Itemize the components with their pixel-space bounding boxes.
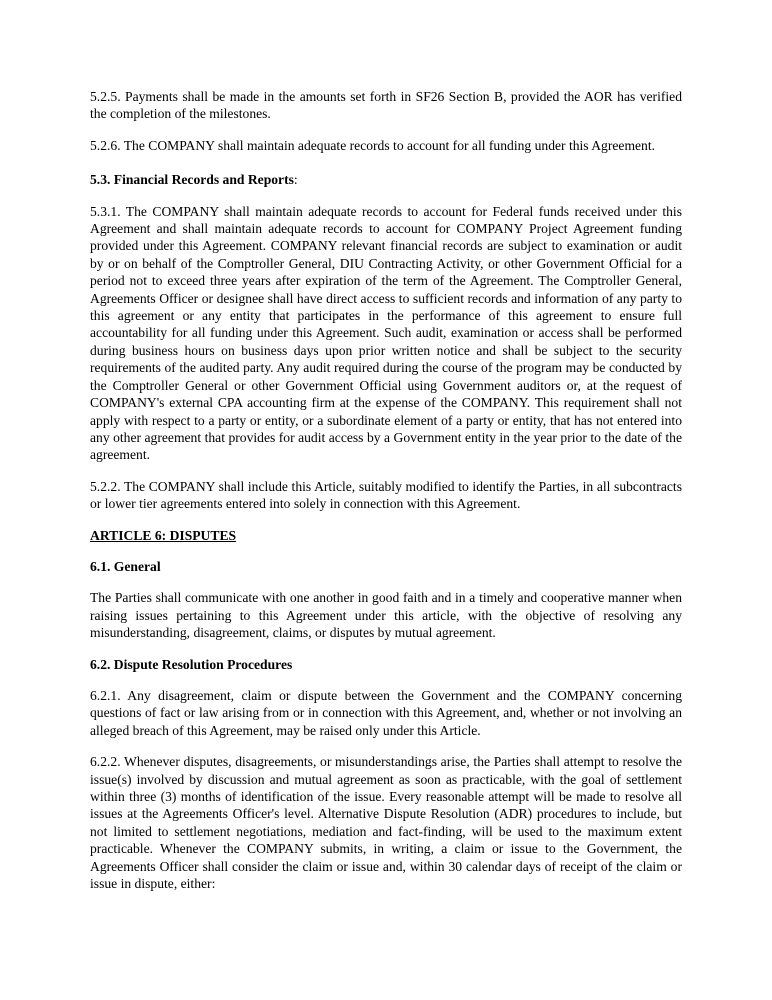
clause-5-2-6: 5.2.6. The COMPANY shall maintain adequate records to account for all funding under this Agreement.	[90, 137, 656, 153]
clause-6-1-body: The Parties shall communicate with one another in good faith and in a timely and cooperative manner when raising issues pertaining to this Agreement under this article, with the objective of resolving any misunderstanding, disagreement, claims, or disputes by mutual agreement.	[90, 590, 682, 641]
heading-6-1-general: 6.1. General	[90, 558, 161, 574]
heading-5-3-text: 5.3. Financial Records and Reports	[90, 172, 294, 188]
clause-5-3-1: 5.3.1. The COMPANY shall maintain adequate records to account for Federal funds received under this Agreement and shall maintain adequate records to account for COMPANY Project Agreement funding provided under this Agreement. COMPANY relevant financial records are subject to examination or audit by or on behalf of the Comptroller General, DIU Contracting Activity, or other Government Official for a period not to exceed three years after expiration of the term of the Agreement. The Comptroller General, Agreements Officer or designee shall have direct access to sufficient records and information of any party to this agreement or any entity that participates in the performance of this agreement to ensure full accountability for all funding under this Agreement. Such audit, examination or access shall be performed during business hours on business days upon prior written notice and shall be subject to the security requirements of the audited party. Any audit required during the course of the program may be conducted by the Comptroller General or other Government Official using Government auditors or, at the request of COMPANY's external CPA accounting firm at the expense of the COMPANY. This requirement shall not apply with respect to a party or entity, or a subordinate element of a party or entity, that has not entered into any other agreement that provides for audit access by a Government entity in the year prior to the date of the agreement.	[90, 203, 682, 463]
heading-article-6-disputes	[90, 527, 682, 544]
heading-5-3-colon: :	[293, 172, 298, 188]
heading-6-2-dispute-resolution: 6.2. Dispute Resolution Procedures	[90, 656, 293, 672]
heading-5-3-financial-records	[90, 171, 682, 188]
heading-article-6-text: ARTICLE 6: DISPUTES	[90, 527, 237, 543]
clause-5-2-2: 5.2.2. The COMPANY shall include this Article, suitably modified to identify the Parties, in all subcontracts or lower tier agreements entered into solely in connection with this Agreement.	[90, 478, 682, 512]
document-content	[90, 88, 682, 906]
clause-5-2-5: 5.2.5. Payments shall be made in the amounts set forth in SF26 Section B, provided the AOR has verified the completion of the milestones.	[90, 89, 682, 122]
clause-6-2-1: 6.2.1. Any disagreement, claim or dispute between the Government and the COMPANY concerning questions of fact or law arising from or in connection with this Agreement, and, whether or not involving an alleged breach of this Agreement, may be raised only under this Article.	[90, 687, 682, 738]
clause-6-2-2: 6.2.2. Whenever disputes, disagreements, or misunderstandings arise, the Parties shall attempt to resolve the issue(s) involved by discussion and mutual agreement as soon as practicable, with the goal of settlement within three (3) months of identification of the issue. Every reasonable attempt will be made to resolve all issues at the Agreements Officer's level. Alternative Dispute Resolution (ADR) procedures to include, but not limited to settlement negotiations, mediation and fact-finding, will be used to the maximum extent practicable. Whenever the COMPANY submits, in writing, a claim or issue to the Government, the Agreements Officer shall consider the claim or issue and, within 30 calendar days of receipt of the claim or issue in dispute, either:	[90, 754, 682, 892]
